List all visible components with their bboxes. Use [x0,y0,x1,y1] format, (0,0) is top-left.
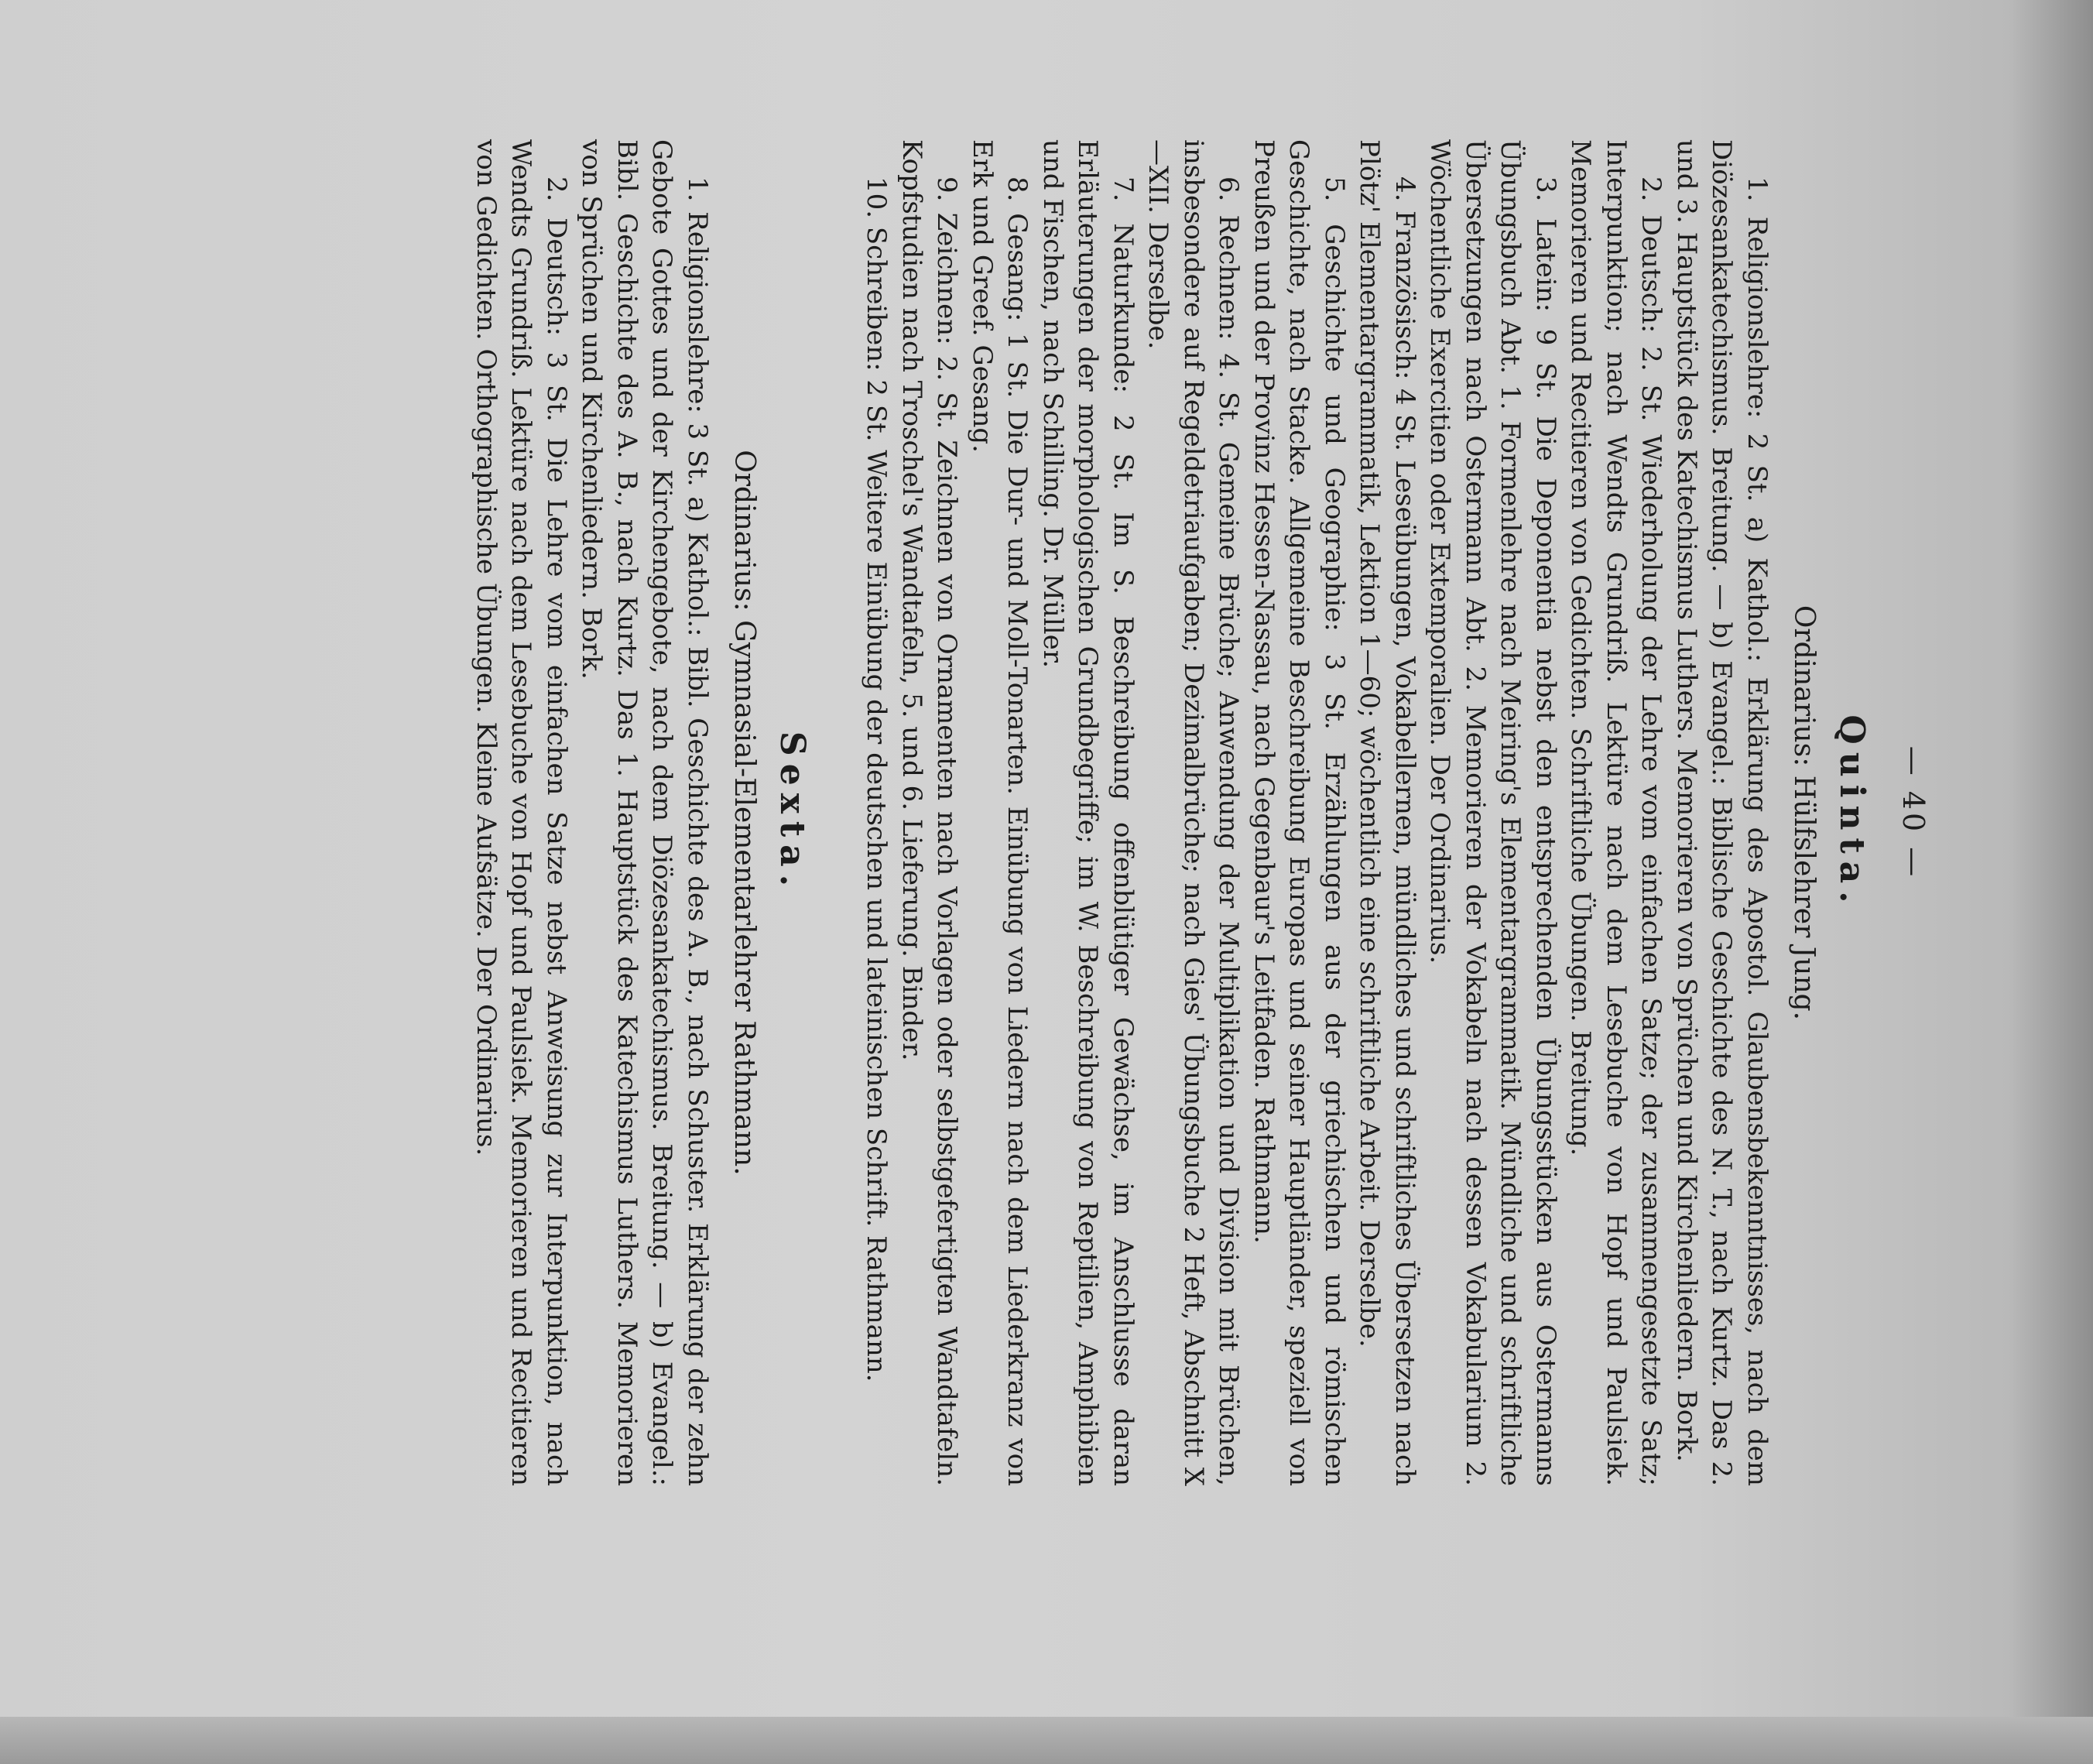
page-content [468,139,1931,1486]
paragraph-quinta-deutsch: 2. Deutsch: 2. St. Wiederholung der Lehre vom einfachen Satze; der zusammengesetzte Satz; Interpunktion; nach Wendts Grundriß. Lektüre nach dem Lesebuche von Hopf und Paulsiek. Memorieren und Recitieren von Gedichten. Schriftliche Übungen. Breitung. [1565,139,1667,1486]
paragraph-quinta-gesang: 8. Gesang: 1 St. Die Dur- und Moll-Tonarten. Einübung von Liedern nach dem Liederkranz von Erk und Greef. Gesang. [967,139,1033,1486]
paragraph-quinta-naturkunde: 7. Naturkunde: 2 St. Im S. Beschreibung offenblütiger Gewächse, im Anschlusse daran Erläuterungen der morphologischen Grundbegriffe; im W. Beschreibung von Reptilien, Amphibien und Fischen, nach Schilling. Dr. Müller. [1037,139,1139,1486]
ordinarius-sexta: Ordinarius: Gymnasial-Elementarlehrer Rathmann. [728,450,760,1176]
section-spacer [812,139,858,1486]
paragraph-quinta-schreiben: 10. Schreiben: 2 St. Weitere Einübung der deutschen und lateinischen Schrift. Rathmann. [861,176,892,1382]
paragraph-quinta-geschichte: 5. Geschichte und Geographie: 3 St. Erzählungen aus der griechischen und römischen Geschichte, nach Stacke. Allgemeine Beschreibung Europas und seiner Hauptländer, speziell von Preußen und der Provinz Hessen-Nassau, nach Gegenbaur's Leitfaden. Rathmann. [1249,139,1350,1486]
section-sexta [468,139,813,1486]
section-quinta [858,139,1872,1486]
ordinarius-quinta: Ordinarius: Hülfslehrer Jung. [1788,605,1820,1021]
paragraph-sexta-religion: 1. Religionslehre: 3 St. a) Kathol.: Bibl. Geschichte des A. B., nach Schuster. Erklärung der zehn Gebote Gottes und der Kirchengebote, nach dem Diözesankatechismus. Breitung. — b) Evangel.: Bibl. Geschichte des A. B., nach Kurtz. Das 1. Hauptstück des Katechismus Luthers. Memorieren von Sprüchen und Kirchenliedern. Bork. [576,139,713,1486]
paragraph-quinta-religion: 1. Religionslehre: 2 St. a) Kathol.: Erklärung des Apostol. Glaubensbekenntnisses, nach dem Diözesankatechismus. Breitung. — b) Evangel.: Biblische Geschichte des N. T., nach Kurtz. Das 2. und 3. Hauptstück des Katechismus Luthers. Memorieren von Sprüchen und Kirchenliedern. Bork. [1671,139,1773,1486]
paragraph-sexta-deutsch: 2. Deutsch: 3 St. Die Lehre vom einfachen Satze nebst Anweisung zur Interpunktion, nach Wendts Grundriß. Lektüre nach dem Lesebuche von Hopf und Paulsiek. Memorieren und Recitieren von Gedichten. Orthographische Übungen. Kleine Aufsätze. Der Ordinarius. [471,139,572,1486]
page-number: — 40 — [1896,745,1930,880]
paragraph-quinta-latein: 3. Latein: 9 St. Die Deponentia nebst den entsprechenden Übungsstücken aus Ostermanns Übungsbuch Abt. 1. Formenlehre nach Meiring's Elementargrammatik. Mündliche und schriftliche Übersetzungen nach Ostermann Abt. 2. Memorieren der Vokabeln nach dessen Vokabularium 2. Wöchentliche Exercitien oder Extemporalien. Der Ordinarius. [1424,139,1561,1486]
section-heading-quinta: Quinta. [1832,714,1872,911]
paragraph-quinta-zeichnen: 9. Zeichnen: 2. St. Zeichnen von Ornamenten nach Vorlagen oder selbstgefertigten Wandtafeln. Kopfstudien nach Troschel's Wandtafeln, 5. und 6. Lieferung. Binder. [896,139,963,1486]
paragraph-quinta-franzoesisch: 4. Französisch: 4 St. Leseübungen, Vokabellernen, mündliches und schriftliches Übersetzen nach Plötz' Elementargrammatik, Lektion 1—60; wöchentlich eine schriftliche Arbeit. Derselbe. [1354,139,1420,1486]
paragraph-quinta-rechnen: 6. Rechnen: 4. St. Gemeine Brüche; Anwendung der Multiplikation und Division mit Brüchen, insbesondere auf Regeldetriaufgaben; Dezimalbrüche; nach Gies' Übungsbuche 2 Heft, Abschnitt X—XII. Derselbe. [1142,139,1245,1486]
section-heading-sexta: Sexta. [772,731,812,895]
